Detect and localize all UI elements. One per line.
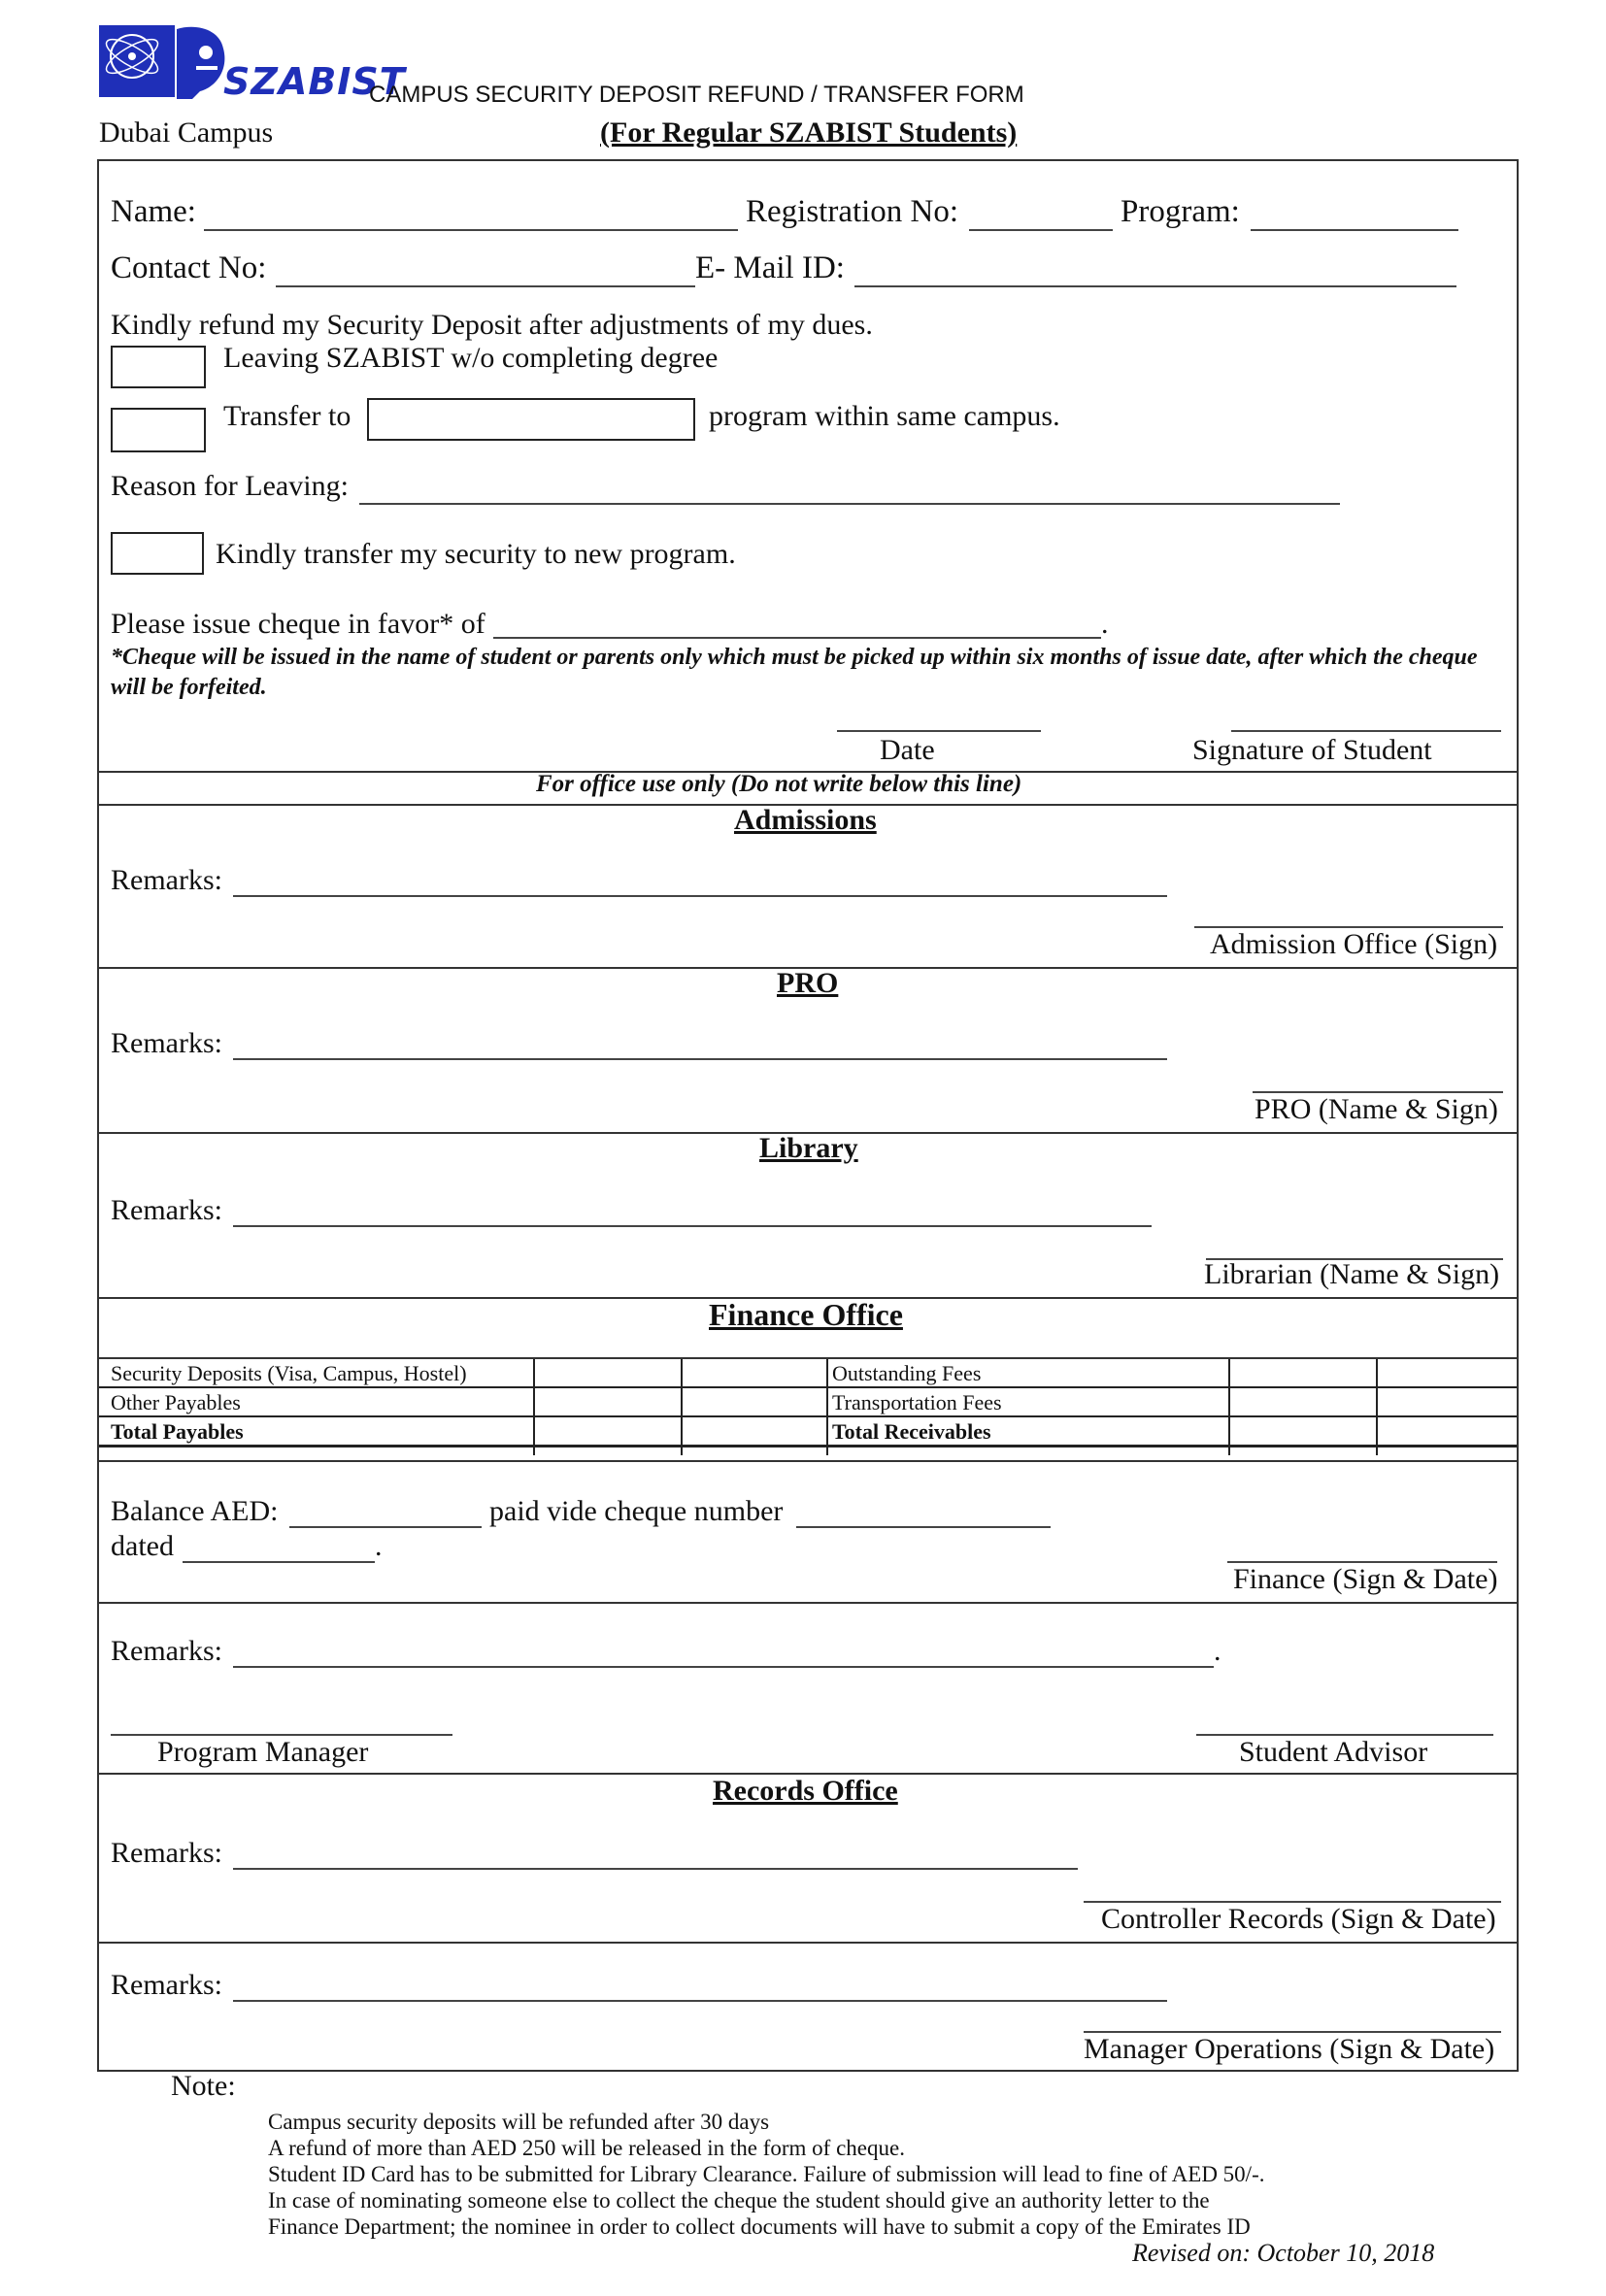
- note-item-continued: Finance Department; the nominee in order to collect documents will have to submit a copy of the Emirates ID: [268, 2214, 1251, 2239]
- student-signature-label: Signature of Student: [1192, 734, 1432, 766]
- operations-remarks-field[interactable]: [233, 1969, 1167, 2000]
- cheque-number-label: paid vide cheque number: [489, 1495, 784, 1527]
- table-row: [99, 1416, 1517, 1447]
- registration-field[interactable]: [969, 194, 1113, 227]
- note-item: Student ID Card has to be submitted for Library Clearance. Failure of submission will lead to fine of AED 50/-.: [268, 2162, 1265, 2186]
- amount-cell[interactable]: [682, 1416, 827, 1447]
- cheque-end-dot: .: [1101, 608, 1109, 640]
- revised-date: Revised on: October 10, 2018: [1132, 2239, 1435, 2267]
- registration-label: Registration No:: [746, 194, 959, 229]
- program-manager-label: Program Manager: [157, 1736, 369, 1768]
- cheque-field[interactable]: [493, 608, 1101, 639]
- amount-cell[interactable]: [534, 1387, 682, 1416]
- dated-field[interactable]: [183, 1530, 375, 1561]
- note-item: In case of nominating someone else to collect the cheque the student should give an authority letter to the: [268, 2188, 1210, 2213]
- amount-cell[interactable]: [1377, 1359, 1517, 1387]
- leaving-option-label: Leaving SZABIST w/o completing degree: [223, 342, 719, 374]
- reason-label: Reason for Leaving:: [111, 470, 349, 502]
- program-remarks-field[interactable]: [233, 1635, 1214, 1666]
- pro-heading: PRO: [777, 967, 839, 999]
- transfer-prefix-label: Transfer to: [223, 400, 351, 432]
- name-field[interactable]: [204, 194, 738, 227]
- amount-cell[interactable]: [1229, 1416, 1377, 1447]
- library-heading: Library: [759, 1132, 858, 1164]
- admissions-remarks-field[interactable]: [233, 864, 1167, 895]
- note-item: A refund of more than AED 250 will be released in the form of cheque.: [268, 2136, 905, 2160]
- pro-remarks-label: Remarks:: [111, 1027, 222, 1059]
- contact-label: Contact No:: [111, 250, 267, 285]
- amount-cell[interactable]: [1377, 1416, 1517, 1447]
- manager-operations-sign-label: Manager Operations (Sign & Date): [1084, 2033, 1495, 2065]
- library-remarks-field[interactable]: [233, 1194, 1152, 1225]
- table-cell: Total Payables: [99, 1416, 534, 1447]
- form-title: CAMPUS SECURITY DEPOSIT REFUND / TRANSFER FORM: [369, 82, 1024, 108]
- amount-cell[interactable]: [1377, 1387, 1517, 1416]
- reason-field[interactable]: [359, 470, 1340, 501]
- transfer-checkbox[interactable]: [111, 408, 206, 452]
- table-row: [99, 1387, 1517, 1416]
- admissions-heading: Admissions: [734, 804, 877, 836]
- program-label: Program:: [1121, 194, 1240, 229]
- cheque-number-field[interactable]: [796, 1495, 1051, 1526]
- table-row: [99, 1447, 1517, 1456]
- program-field[interactable]: [1251, 194, 1458, 227]
- table-cell: Outstanding Fees: [827, 1359, 1229, 1387]
- amount-cell[interactable]: [1229, 1387, 1377, 1416]
- contact-field[interactable]: [276, 250, 695, 283]
- balance-field[interactable]: [289, 1495, 482, 1526]
- program-remarks-label: Remarks:: [111, 1635, 222, 1667]
- amount-cell[interactable]: [682, 1387, 827, 1416]
- program-remarks-end: .: [1214, 1635, 1221, 1667]
- table-cell: Other Payables: [99, 1387, 534, 1416]
- cheque-note: *Cheque will be issued in the name of student or parents only which must be picked up within six months of issue date, after which the cheque will be forfeited.: [111, 645, 1478, 700]
- table-cell: Transportation Fees: [827, 1387, 1229, 1416]
- transfer-security-checkbox[interactable]: [111, 532, 204, 575]
- szabist-logo: [99, 23, 406, 103]
- finance-sign-label: Finance (Sign & Date): [1233, 1563, 1498, 1595]
- admissions-remarks-label: Remarks:: [111, 864, 222, 896]
- balance-label: Balance AED:: [111, 1495, 279, 1527]
- admissions-sign-label: Admission Office (Sign): [1210, 928, 1498, 960]
- pro-sign-label: PRO (Name & Sign): [1255, 1093, 1498, 1125]
- transfer-security-label: Kindly transfer my security to new program.: [216, 538, 736, 570]
- transfer-suffix-label: program within same campus.: [709, 400, 1060, 432]
- student-advisor-label: Student Advisor: [1239, 1736, 1428, 1768]
- finance-heading: Finance Office: [709, 1297, 903, 1332]
- librarian-sign-label: Librarian (Name & Sign): [1204, 1258, 1500, 1290]
- notes-list: [216, 2109, 1478, 2240]
- note-item: Campus security deposits will be refunded after 30 days: [268, 2110, 770, 2134]
- date-label: Date: [880, 734, 935, 766]
- operations-remarks-label: Remarks:: [111, 1969, 222, 2001]
- dated-end-dot: .: [375, 1530, 383, 1562]
- refund-request-text: Kindly refund my Security Deposit after adjustments of my dues.: [111, 309, 873, 341]
- amount-cell[interactable]: [534, 1416, 682, 1447]
- notes-title: Note:: [171, 2070, 236, 2102]
- controller-records-sign-label: Controller Records (Sign & Date): [1101, 1903, 1496, 1935]
- leaving-checkbox[interactable]: [111, 346, 206, 388]
- records-heading: Records Office: [713, 1775, 898, 1807]
- amount-cell[interactable]: [682, 1359, 827, 1387]
- transfer-program-input[interactable]: [367, 398, 695, 441]
- amount-cell[interactable]: [1229, 1359, 1377, 1387]
- amount-cell[interactable]: [534, 1359, 682, 1387]
- email-label: E- Mail ID:: [695, 250, 845, 285]
- name-label: Name:: [111, 194, 196, 229]
- email-field[interactable]: [854, 250, 1456, 283]
- library-remarks-label: Remarks:: [111, 1194, 222, 1226]
- finance-table: [99, 1359, 1517, 1455]
- logo-text: SZABIST: [223, 60, 406, 103]
- records-remarks-field[interactable]: [233, 1837, 1078, 1868]
- table-cell: Security Deposits (Visa, Campus, Hostel): [99, 1359, 534, 1387]
- table-cell: Total Receivables: [827, 1416, 1229, 1447]
- office-use-banner: For office use only (Do not write below this line): [536, 771, 1022, 797]
- pro-remarks-field[interactable]: [233, 1027, 1167, 1058]
- table-row: [99, 1359, 1517, 1387]
- records-remarks-label: Remarks:: [111, 1837, 222, 1869]
- campus-label: Dubai Campus: [99, 116, 274, 149]
- dated-label: dated: [111, 1530, 174, 1562]
- form-subtitle: (For Regular SZABIST Students): [600, 116, 1018, 149]
- cheque-label: Please issue cheque in favor* of: [111, 608, 485, 640]
